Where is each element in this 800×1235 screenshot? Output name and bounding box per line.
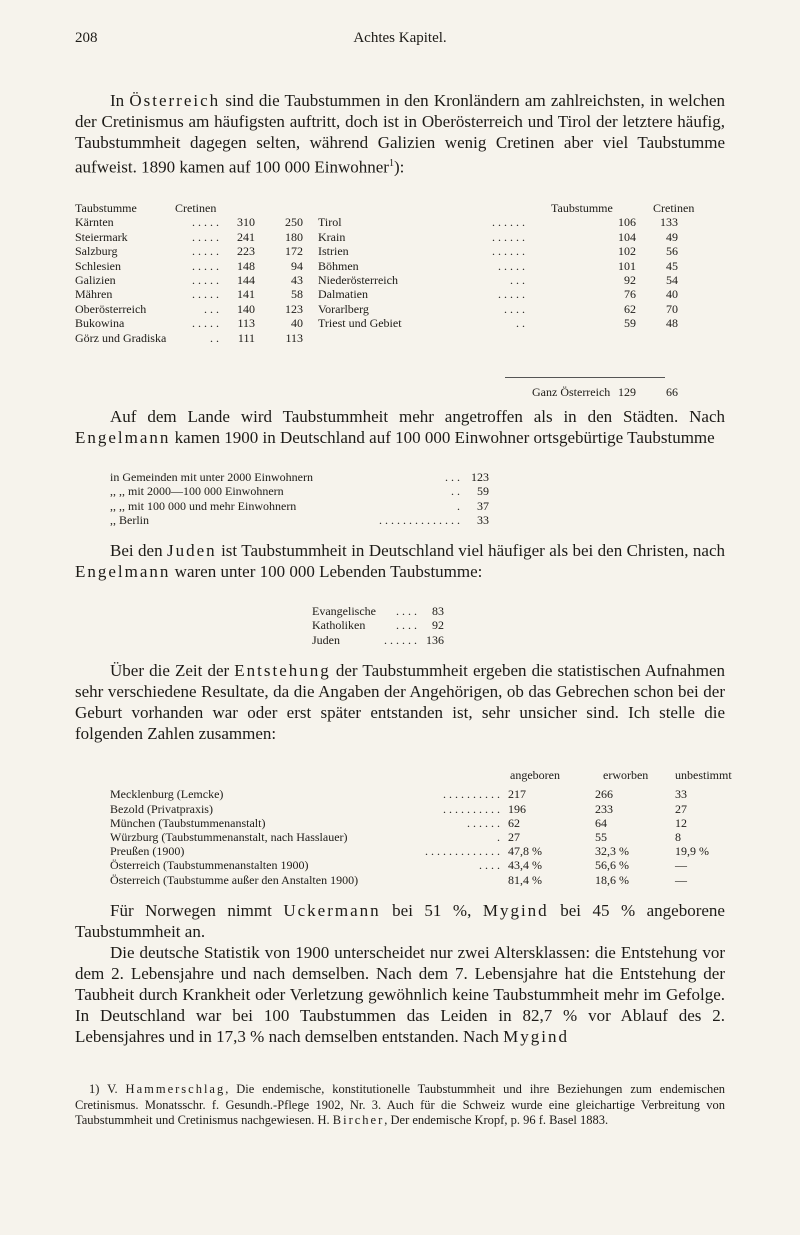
col-header-taubstumme-right: Taubstumme [551,201,613,215]
erworben-value: 233 [595,801,613,816]
leader-dots: . . . . . . [492,229,525,244]
total-taubstumme: 129 [618,385,636,399]
source-label: Mecklenburg (Lemcke) [110,787,224,802]
p1-text-end: ): [393,157,405,177]
crownland-name: Vorarlberg [318,301,369,316]
table-gemeinden [75,470,725,528]
crownland-name: Kärnten [75,215,114,230]
chapter-title: Achtes Kapitel. [353,30,447,46]
table2-row [110,484,725,498]
p3-text-b: ist Taubstummheit in Deutschland viel häufiger als bei den Christen, nach [216,541,726,560]
table4-row [110,830,725,844]
angeboren-value: 43,4 % [508,858,542,873]
leader-dots: . . . . . . [384,632,417,647]
footnote [75,1082,725,1129]
cretinen-value: 43 [291,272,303,287]
footnote-text-a: , Die endemische, konstitutionelle Taubstummheit und ihre Beziehungen zum endemischen Cretinismus. Monatsschr. f. Gesundh.-Pflege 1902, Nr. 3. Auch für die Schweiz wurde eine gleichartige Verbreitung von Taubstummheit und Cretinismus nachgewiesen. H. [75,1082,725,1127]
crownland-name: Oberösterreich [75,301,147,316]
leader-dots: . . . . . . [467,815,500,830]
cretinen-value: 56 [666,244,678,259]
crownland-name: Triest und Gebiet [318,316,402,331]
leader-dots: . . . . [396,604,417,618]
table1-header [75,201,725,215]
p1-text-a: In [110,91,130,110]
table1-total-row [75,385,725,400]
p2-text-a: Auf dem Lande wird Taubstummheit mehr angetroffen als in den Städten. Nach [110,407,725,426]
leader-dots: . . . . . [192,244,219,259]
p3-juden: Juden [167,541,217,560]
leader-dots: . . . . . . [492,215,525,230]
konfession-label: Evangelische [312,604,376,618]
table4-row [110,802,725,816]
crownland-name: Istrien [318,244,349,259]
cretinen-value: 40 [291,316,303,331]
col-header-erworben: erworben [603,768,649,782]
table1-row [75,287,725,301]
p3-text-c: waren unter 100 000 Lebenden Taubstumme: [170,562,483,581]
taubstumme-value: 148 [237,258,255,273]
leader-dots: . . . . . [192,272,219,287]
p3-author: Engelmann [75,562,171,581]
paragraph-2 [75,406,725,448]
p5-text-b: bei 51 %, [380,901,483,920]
source-label: Österreich (Taubstummenanstalten 1900) [110,858,309,873]
paragraph-1 [75,90,725,178]
table2-row [110,499,725,513]
erworben-value: 18,6 % [595,872,629,887]
taubstumme-value: 144 [237,272,255,287]
total-cretinen: 66 [666,385,678,399]
table2-row [110,513,725,527]
table1-row [75,273,725,287]
crownland-name: Galizien [75,272,116,287]
cretinen-value: 113 [285,330,303,345]
source-label: München (Taubstummenanstalt) [110,815,266,830]
crownland-name: Görz und Gradiska [75,330,167,345]
p4-term: Entstehung [234,661,331,680]
cretinen-value: 180 [285,229,303,244]
gemeinde-label: ,, ,, mit 2000—100 000 Einwohnern [110,484,284,499]
leader-dots: . . . . . [192,258,219,273]
taubstumme-value: 111 [237,330,255,345]
crownland-name: Salzburg [75,244,118,259]
erworben-value: 32,3 % [595,844,629,859]
p1-text-b: sind die Taubstummen in den Kronländern am zahlreichsten, in welchen der Cretinismus am häufigsten auftritt, doch ist in Oberösterreich und Tirol der letztere häufig, Taubstummheit dagegen selten, während Galizien wenig Cretinen aber viel Taubstumme aufweist. 1890 kamen auf 100 000 Einwohner [75,91,725,177]
p6-author: Mygind [503,1027,570,1046]
konfession-value: 92 [432,618,444,633]
leader-dots: . . . . . . . . . . [443,801,500,816]
table4-row [110,787,725,801]
table1-row [75,215,725,229]
taubstumme-value: 102 [618,244,636,259]
table3-row [312,618,725,632]
crownland-name: Tirol [318,215,342,230]
table-taubstumme-cretinen [75,201,725,345]
col-header-angeboren: angeboren [510,768,560,782]
konfession-value: 136 [426,632,444,647]
unbestimmt-value: 27 [675,801,687,816]
unbestimmt-value: 12 [675,815,687,830]
total-rule [505,377,665,378]
cretinen-value: 70 [666,301,678,316]
leader-dots: . . . . . [192,229,219,244]
p2-author: Engelmann [75,428,171,447]
gemeinde-label: ,, Berlin [110,513,149,528]
p5-author-1: Uckermann [283,901,381,920]
taubstumme-value: 113 [237,316,255,331]
source-label: Österreich (Taubstumme außer den Anstalten 1900) [110,872,359,887]
taubstumme-value: 106 [618,215,636,230]
crownland-name: Niederösterreich [318,272,398,287]
gemeinde-value: 37 [477,498,489,513]
angeboren-value: 196 [508,801,526,816]
leader-dots: . . . . [479,858,500,873]
erworben-value: 56,6 % [595,858,629,873]
crownland-name: Bukowina [75,316,125,331]
leader-dots: . . . [510,272,525,287]
unbestimmt-value: 8 [675,829,681,844]
gemeinde-value: 33 [477,513,489,528]
taubstumme-value: 223 [237,244,255,259]
crownland-name: Krain [318,229,346,244]
taubstumme-value: 59 [624,316,636,331]
table2-row [110,470,725,484]
col-header-unbestimmt: unbestimmt [675,768,732,782]
table4-header [75,768,732,782]
leader-dots: . . [516,316,525,331]
leader-dots: . . . . . [498,287,525,302]
table1-row [75,316,725,330]
angeboren-value: 27 [508,829,520,844]
total-label: Ganz Österreich [532,385,611,399]
cretinen-value: 250 [285,215,303,230]
angeboren-value: 81,4 % [508,872,542,887]
leader-dots: . . . . . . . . . . . . . [425,844,500,859]
leader-dots: . [457,498,460,513]
leader-dots: . . . . . . . . . . [443,787,500,802]
crownland-name: Böhmen [318,258,359,273]
leader-dots: . . . . . . . . . . . . . . [379,513,460,528]
cretinen-value: 94 [291,258,303,273]
taubstumme-value: 101 [618,258,636,273]
table1-rows [75,215,725,345]
cretinen-value: 45 [666,258,678,273]
source-label: Bezold (Privatpraxis) [110,801,213,816]
p3-text-a: Bei den [110,541,167,560]
p2-text-b: kamen 1900 in Deutschland auf 100 000 Einwohner ortsgebürtige Taubstumme [170,428,715,447]
table3-row [312,604,725,618]
footnote-number: 1) V. [89,1082,118,1096]
taubstumme-value: 62 [624,301,636,316]
table1-row [75,244,725,258]
cretinen-value: 58 [291,287,303,302]
footnote-author-1: Hammerschlag [125,1082,226,1096]
table4-row [110,816,725,830]
angeboren-value: 47,8 % [508,844,542,859]
table-konfession [75,604,725,647]
leader-dots: . . . . . [192,215,219,230]
erworben-value: 64 [595,815,607,830]
taubstumme-value: 310 [237,215,255,230]
col-header-taubstumme-left: Taubstumme [75,201,137,215]
cretinen-value: 48 [666,316,678,331]
taubstumme-value: 76 [624,287,636,302]
leader-dots: . . . . [504,301,525,316]
source-label: Würzburg (Taubstummenanstalt, nach Hasslauer) [110,829,348,844]
table4-row [110,844,725,858]
table1-row [75,331,725,345]
p4-text-a: Über die Zeit der [110,661,235,680]
leader-dots: . . [210,330,219,345]
unbestimmt-value: — [675,858,687,873]
crownland-name: Steiermark [75,229,128,244]
footnote-text-b: , Der endemische Kropf, p. 96 f. Basel 1883. [384,1113,609,1127]
p6-text-a: Die deutsche Statistik von 1900 unterscheidet nur zwei Altersklassen: die Entstehung vor dem 2. Lebensjahre und nach demselben. Nach dem 7. Lebensjahre hat die Entstehung der Taubheit durch Krankheit oder Verletzung gewöhnlich keine Taubstummheit mehr im Gefolge. In Deutschland war bei 100 Taubstummen das Leiden in 82,7 % vor Ablauf des 2. Lebensjahres und in 17,3 % nach demselben entstanden. Nach [75,943,725,1046]
paragraph-3 [75,540,725,582]
table1-row [75,302,725,316]
paragraph-5 [75,900,725,942]
footnote-ref: 1 [388,158,394,169]
erworben-value: 266 [595,787,613,802]
crownland-name: Dalmatien [318,287,368,302]
taubstumme-value: 140 [237,301,255,316]
cretinen-value: 40 [666,287,678,302]
gemeinde-value: 59 [477,484,489,499]
konfession-value: 83 [432,604,444,618]
taubstumme-value: 104 [618,229,636,244]
leader-dots: . . . [204,301,219,316]
erworben-value: 55 [595,829,607,844]
cretinen-value: 54 [666,272,678,287]
cretinen-value: 133 [660,215,678,230]
crownland-name: Mähren [75,287,113,302]
leader-dots: . . . . . [192,316,219,331]
unbestimmt-value: 33 [675,787,687,802]
gemeinde-label: in Gemeinden mit unter 2000 Einwohnern [110,470,313,484]
table1-row [75,230,725,244]
gemeinde-label: ,, ,, mit 100 000 und mehr Einwohnern [110,498,297,513]
crownland-name: Schlesien [75,258,121,273]
unbestimmt-value: 19,9 % [675,844,709,859]
p5-author-2: Mygind [482,901,549,920]
unbestimmt-value: — [675,872,687,887]
table1-row [75,259,725,273]
cretinen-value: 49 [666,229,678,244]
table4-row [110,858,725,872]
gemeinde-value: 123 [471,470,489,484]
paragraph-4 [75,660,725,744]
page-number: 208 [75,30,98,46]
taubstumme-value: 241 [237,229,255,244]
leader-dots: . . [451,484,460,499]
footnote-author-2: Bircher [332,1113,385,1127]
konfession-label: Juden [312,632,340,647]
col-header-cretinen-left: Cretinen [175,201,217,215]
table4-row [110,873,725,887]
leader-dots: . . . . . . [492,244,525,259]
taubstumme-value: 141 [237,287,255,302]
taubstumme-value: 92 [624,272,636,287]
leader-dots: . . . . . [498,258,525,273]
konfession-label: Katholiken [312,618,366,633]
leader-dots: . . . . [396,618,417,633]
p5-text-a: Für Norwegen nimmt [110,901,284,920]
leader-dots: . . . [445,470,460,484]
leader-dots: . [497,829,500,844]
table-entstehung [75,768,732,887]
p1-country: Österreich [129,91,221,110]
p4-text-b: der Taubstummheit ergeben die statistischen Aufnahmen sehr verschiedene Resultate, da die Angaben der Angehörigen, ob das Gebrechen schon bei der Geburt vorhanden war oder erst später entstanden ist, sehr unsicher sind. Ich stelle die folgenden Zahlen zusammen: [75,661,725,743]
cretinen-value: 172 [285,244,303,259]
angeboren-value: 62 [508,815,520,830]
col-header-cretinen-right: Cretinen [653,201,695,215]
p5-text-c: bei 45 % angeborene Taubstummheit an. [75,901,725,941]
source-label: Preußen (1900) [110,844,185,859]
cretinen-value: 123 [285,301,303,316]
leader-dots: . . . . . [192,287,219,302]
paragraph-6 [75,942,725,1047]
angeboren-value: 217 [508,787,526,802]
table3-row [312,633,725,647]
